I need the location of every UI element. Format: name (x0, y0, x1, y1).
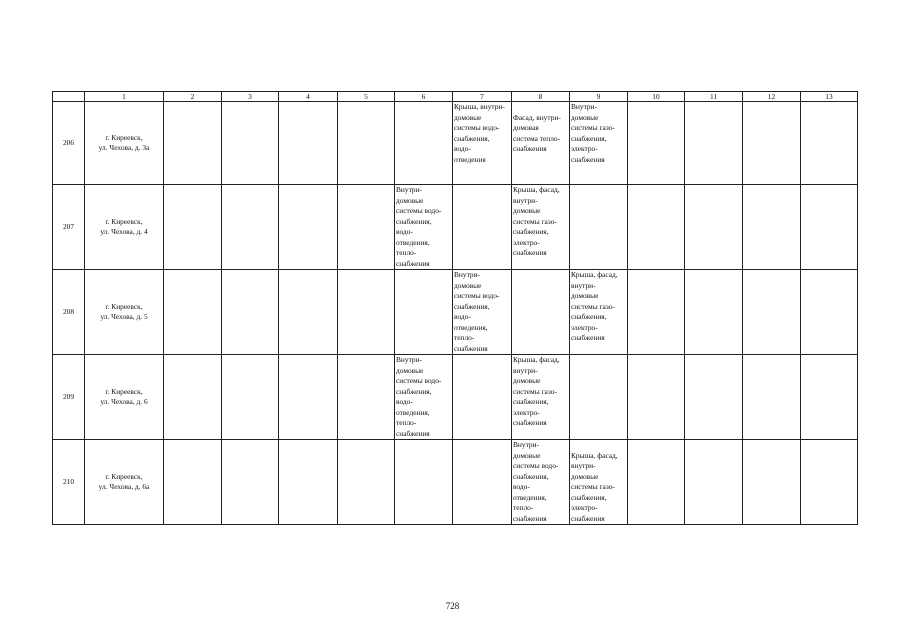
empty-cell (743, 270, 801, 355)
empty-cell (628, 102, 685, 185)
row-number: 206 (53, 102, 85, 185)
empty-cell (628, 440, 685, 525)
empty-cell (685, 270, 743, 355)
column-header: 4 (279, 92, 338, 102)
table-row (53, 355, 858, 440)
empty-cell (338, 440, 395, 525)
works-cell-col7 (453, 440, 512, 525)
works-cell-col9 (570, 440, 628, 525)
empty-cell (801, 102, 858, 185)
column-header: 12 (743, 92, 801, 102)
empty-cell (743, 102, 801, 185)
works-cell-col8 (512, 102, 570, 185)
empty-cell (164, 440, 222, 525)
works-cell-col8 (512, 185, 570, 270)
page-number: 728 (445, 601, 460, 611)
empty-cell (279, 440, 338, 525)
address-cell (85, 355, 164, 440)
empty-cell (801, 185, 858, 270)
empty-cell (628, 185, 685, 270)
works-text: Внутри- домовые системы водо- снабжения, водо- отведения, тепло- снабжения (396, 185, 442, 268)
empty-cell (164, 102, 222, 185)
column-number-row (53, 92, 858, 102)
empty-cell (801, 270, 858, 355)
column-header: 9 (570, 92, 628, 102)
address-cell (85, 270, 164, 355)
empty-cell (222, 440, 279, 525)
row-number: 209 (53, 355, 85, 440)
table-row (53, 102, 858, 185)
column-header: 11 (685, 92, 743, 102)
address-cell (85, 440, 164, 525)
empty-cell (801, 440, 858, 525)
address-city: г. Киреевск, (105, 301, 143, 311)
works-cell-col9 (570, 185, 628, 270)
column-header: 5 (338, 92, 395, 102)
row-number: 210 (53, 440, 85, 525)
works-cell-col7 (453, 185, 512, 270)
works-cell-col7 (453, 270, 512, 355)
works-text: Внутри- домовые системы водо- снабжения, водо- отведения, тепло- снабжения (513, 440, 559, 523)
table-row (53, 440, 858, 525)
empty-cell (685, 355, 743, 440)
column-header: 6 (395, 92, 453, 102)
column-header: 2 (164, 92, 222, 102)
empty-cell (222, 185, 279, 270)
empty-cell (743, 185, 801, 270)
works-text: Крыша, фасад, внутри- домовые системы газо- снабжения, электро- снабжения (513, 355, 560, 427)
empty-cell (628, 270, 685, 355)
row-number: 208 (53, 270, 85, 355)
works-text: Фасад, внутри- домовая система тепло- снабжения (513, 112, 561, 153)
address-street: ул. Чехова, д. 4 (100, 227, 148, 236)
empty-cell (743, 355, 801, 440)
works-text: Внутри- домовые системы газо- снабжения, электро- снабжения (571, 102, 615, 164)
works-cell-col6 (395, 440, 453, 525)
empty-cell (628, 355, 685, 440)
table-row (53, 185, 858, 270)
empty-cell (743, 440, 801, 525)
address-city: г. Киреевск, (105, 386, 143, 396)
column-header (53, 92, 85, 102)
works-cell-col6 (395, 102, 453, 185)
address-city: г. Киреевск, (105, 216, 143, 226)
column-header: 3 (222, 92, 279, 102)
empty-cell (164, 355, 222, 440)
works-cell-col8 (512, 355, 570, 440)
empty-cell (279, 270, 338, 355)
repair-schedule-table (52, 91, 858, 525)
works-cell-col9 (570, 355, 628, 440)
address-street: ул. Чехова, д. 6а (98, 482, 150, 491)
works-cell-col6 (395, 270, 453, 355)
address-cell (85, 102, 164, 185)
empty-cell (685, 440, 743, 525)
empty-cell (164, 185, 222, 270)
empty-cell (164, 270, 222, 355)
empty-cell (338, 185, 395, 270)
column-header: 8 (512, 92, 570, 102)
table-row (53, 270, 858, 355)
works-cell-col7 (453, 102, 512, 185)
empty-cell (685, 185, 743, 270)
empty-cell (338, 355, 395, 440)
works-text: Крыша, фасад, внутри- домовые системы газо- снабжения, электро- снабжения (571, 450, 618, 523)
address-street: ул. Чехова, д. 3а (98, 143, 150, 152)
empty-cell (222, 102, 279, 185)
address-cell (85, 185, 164, 270)
address-city: г. Киреевск, (105, 132, 143, 142)
works-text: Внутри- домовые системы водо- снабжения, водо- отведения, тепло- снабжения (454, 270, 500, 353)
empty-cell (279, 355, 338, 440)
works-cell-col6 (395, 185, 453, 270)
works-cell-col6 (395, 355, 453, 440)
column-header: 7 (453, 92, 512, 102)
empty-cell (685, 102, 743, 185)
works-text: Внутри- домовые системы водо- снабжения, водо- отведения, тепло- снабжения (396, 355, 442, 438)
empty-cell (279, 102, 338, 185)
empty-cell (801, 355, 858, 440)
row-number: 207 (53, 185, 85, 270)
works-cell-col8 (512, 440, 570, 525)
column-header: 10 (628, 92, 685, 102)
address-street: ул. Чехова, д. 6 (100, 397, 148, 406)
empty-cell (222, 270, 279, 355)
empty-cell (338, 102, 395, 185)
works-cell-col7 (453, 355, 512, 440)
works-text: Крыша, фасад, внутри- домовые системы газо- снабжения, электро- снабжения (513, 185, 560, 257)
column-header: 13 (801, 92, 858, 102)
empty-cell (279, 185, 338, 270)
works-cell-col9 (570, 102, 628, 185)
works-text: Крыша, фасад, внутри- домовые системы газо- снабжения, электро- снабжения (571, 270, 618, 342)
empty-cell (338, 270, 395, 355)
address-city: г. Киреевск, (105, 471, 143, 481)
empty-cell (222, 355, 279, 440)
works-cell-col9 (570, 270, 628, 355)
address-street: ул. Чехова, д. 5 (100, 312, 148, 321)
works-text: Крыша, внутри- домовые системы водо- снабжения, водо- отведения (454, 102, 505, 164)
column-header: 1 (85, 92, 164, 102)
works-cell-col8 (512, 270, 570, 355)
